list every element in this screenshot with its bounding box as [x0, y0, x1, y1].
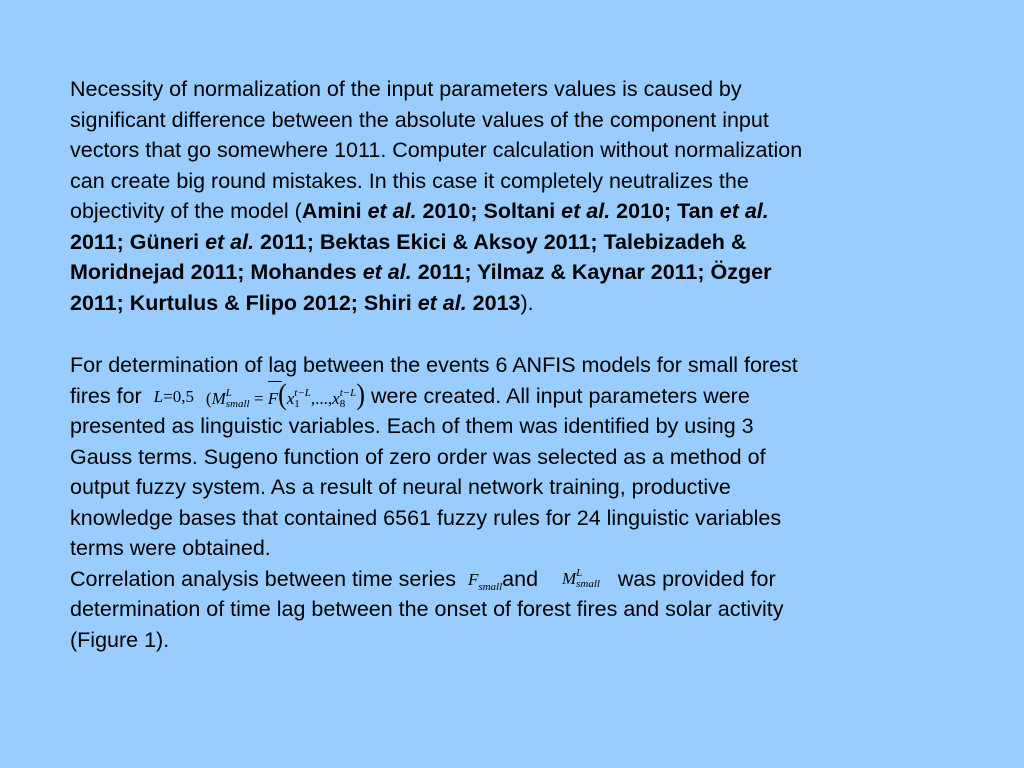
citation-etal: et al. [417, 290, 467, 315]
formula-subscript: 8 [339, 397, 346, 410]
text-fragment: fires for [70, 383, 142, 408]
formula-symbol: F [267, 388, 279, 408]
formula-symbol: = [253, 388, 264, 408]
text-line [70, 257, 950, 288]
citation-year: 2011; Güneri [70, 229, 200, 254]
formula-superscript: L [576, 566, 583, 579]
text-line: Gauss terms. Sugeno function of zero order was selected as a method of [70, 444, 766, 469]
citation-etal: et al. [205, 229, 255, 254]
f-small-formula [467, 570, 503, 594]
formula-symbol: x [286, 388, 295, 408]
formula-symbol: 0,5 [172, 387, 194, 407]
text-fragment: objectivity of the model ( [70, 199, 302, 223]
text-line: terms were obtained. [70, 536, 271, 560]
text-fragment: ). [520, 290, 534, 315]
citation-year: 2010; Soltani [422, 199, 556, 223]
citation-etal: et al. [367, 199, 417, 223]
text-line: presented as linguistic variables. Each of them was identified by using 3 [70, 414, 754, 438]
text-line: For determination of lag between the events 6 ANFIS models for small forest [70, 353, 798, 377]
formula-superscript: t−L [339, 386, 357, 399]
citation-list: 2011; Yilmaz & Kaynar 2011; Özger [417, 260, 772, 284]
paragraph-normalization [70, 74, 950, 318]
citation-etal: et al. [362, 260, 412, 284]
formula-subsup [294, 388, 311, 410]
text-fragment: and [502, 566, 539, 591]
text-fragment: were created. All input parameters were [370, 383, 750, 408]
formula-symbol: L [153, 387, 164, 407]
text-line: can create big round mistakes. In this case it completely neutralizes the [70, 168, 749, 193]
formula-symbol: M [211, 388, 226, 408]
formula-superscript: L [225, 386, 232, 399]
citation-list: 2011; Bektas Ekici & Aksoy 2011; Talebizadeh & [260, 229, 747, 254]
formula-subsup [340, 388, 357, 410]
text-line: Necessity of normalization of the input parameters values is caused by [70, 77, 742, 101]
text-line: vectors that go somewhere 1011. Computer calculation without normalization [70, 138, 803, 162]
slide-content [70, 74, 950, 655]
text-line: knowledge bases that contained 6561 fuzzy rules for 24 linguistic variables [70, 505, 782, 530]
text-line [70, 196, 950, 227]
formula-symbol: ( [205, 388, 212, 408]
citation-year: 2013 [472, 290, 521, 315]
model-formula [205, 377, 365, 411]
citation-etal: et al. [561, 199, 611, 223]
citation-list: Moridnejad 2011; Mohandes [70, 260, 357, 284]
lag-formula [154, 388, 194, 405]
formula-subscript: small [478, 581, 503, 594]
formula-symbol: F [467, 570, 479, 590]
text-line [70, 288, 950, 319]
text-fragment: was provided for [617, 566, 776, 591]
formula-symbol: M [561, 568, 577, 588]
formula-subscript: small [576, 577, 600, 590]
formula-symbol: ( [278, 377, 287, 411]
m-small-formula [561, 566, 600, 591]
formula-subsup [576, 568, 600, 590]
text-line: determination of time lag between the onset of forest fires and solar activity [70, 597, 784, 621]
citation-list: 2011; Kurtulus & Flipo 2012; Shiri [70, 290, 412, 315]
citation-author: Amini [301, 199, 362, 223]
formula-subsup [226, 388, 250, 410]
formula-symbol: ,..., [310, 388, 333, 408]
formula-symbol: x [332, 388, 340, 408]
formula-subscript: small [225, 397, 250, 410]
text-line [70, 227, 950, 258]
text-line: (Figure 1). [70, 627, 170, 652]
text-line: significant difference between the absolute values of the component input [70, 107, 769, 132]
formula-symbol: = [163, 387, 173, 407]
formula-superscript: t−L [294, 386, 311, 399]
text-fragment: Correlation analysis between time series [70, 566, 456, 591]
text-line [70, 564, 950, 595]
text-line [70, 377, 950, 412]
text-line: output fuzzy system. As a result of neural network training, productive [70, 475, 731, 499]
citation-etal: et al. [719, 199, 769, 223]
citation-year: 2010; Tan [616, 199, 714, 223]
formula-symbol: ) [356, 377, 365, 411]
paragraph-anfis [70, 350, 950, 655]
formula-subscript: 1 [294, 397, 300, 410]
